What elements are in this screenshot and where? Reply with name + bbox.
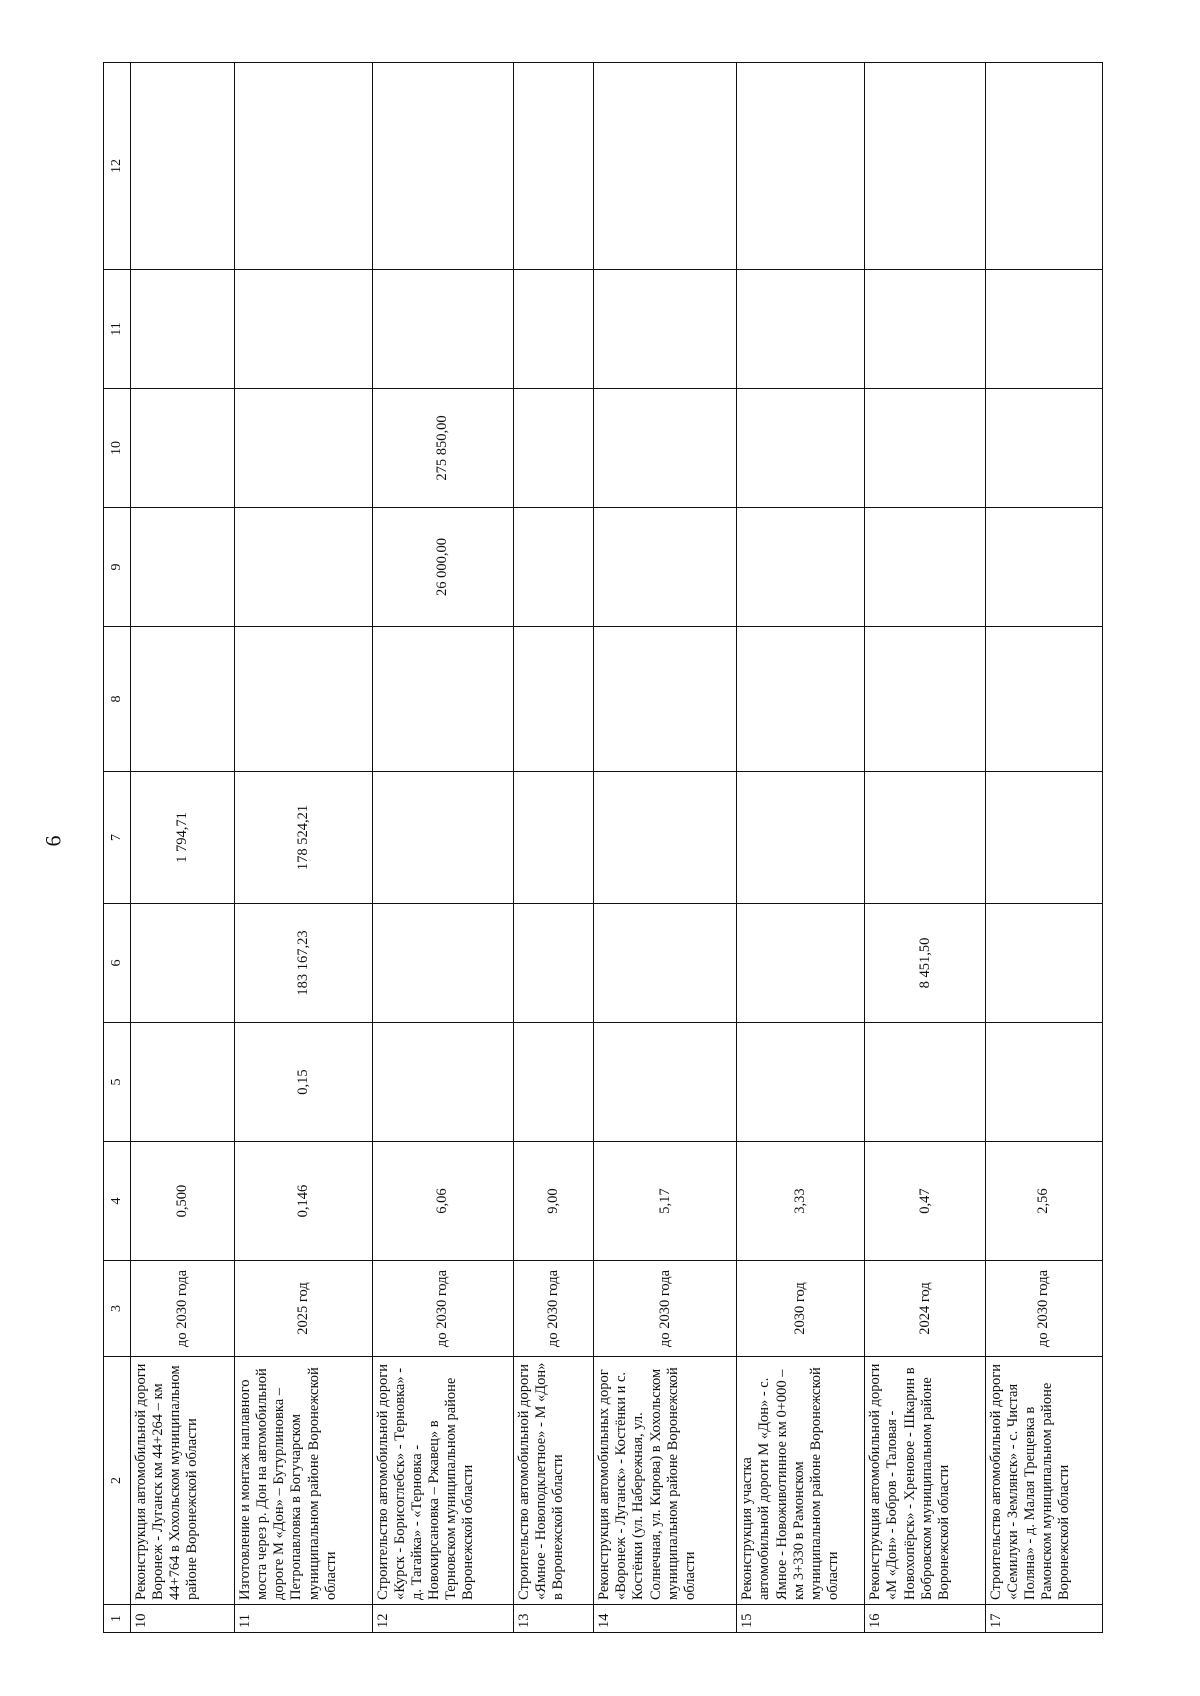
value-col-10 <box>865 389 985 508</box>
value-col-8 <box>594 627 737 772</box>
value-col-10 <box>513 389 593 508</box>
term: 2025 год <box>235 1261 373 1357</box>
value-col-8 <box>372 627 513 772</box>
value-col-6 <box>513 904 593 1023</box>
term: до 2030 года <box>985 1261 1102 1357</box>
object-name: Строительство автомобильной дороги «Курск - Борисоглебск» - Терновка» - д. Тагайка» - «Терновка - Новокирсановка – Ржавец» в Терновском муниципальном районе Воронежской области <box>372 1357 513 1605</box>
value-col-12 <box>865 63 985 270</box>
data-table <box>103 62 1103 1633</box>
value-col-6 <box>594 904 737 1023</box>
value-col-6: 8 451,50 <box>865 904 985 1023</box>
value-col-5 <box>131 1023 235 1142</box>
value-col-5 <box>594 1023 737 1142</box>
table-row <box>235 63 373 1633</box>
table-row <box>372 63 513 1633</box>
value-col-7: 1 794,71 <box>131 772 235 904</box>
value-col-12 <box>737 63 865 270</box>
value-col-5 <box>513 1023 593 1142</box>
row-number: 14 <box>594 1605 737 1633</box>
value-col-12 <box>513 63 593 270</box>
page-number: 6 <box>40 835 66 847</box>
value-col-6 <box>985 904 1102 1023</box>
value-col-4: 5,17 <box>594 1142 737 1261</box>
value-col-10: 275 850,00 <box>372 389 513 508</box>
value-col-12 <box>985 63 1102 270</box>
col-header: 10 <box>104 389 131 508</box>
table-rotated-container <box>103 63 1103 1633</box>
value-col-12 <box>372 63 513 270</box>
col-header: 1 <box>104 1605 131 1633</box>
value-col-4: 0,500 <box>131 1142 235 1261</box>
value-col-5 <box>985 1023 1102 1142</box>
term: 2030 год <box>737 1261 865 1357</box>
row-number: 12 <box>372 1605 513 1633</box>
col-header: 8 <box>104 627 131 772</box>
value-col-9 <box>235 508 373 627</box>
value-col-6 <box>131 904 235 1023</box>
row-number: 16 <box>865 1605 985 1633</box>
value-col-11 <box>737 270 865 389</box>
value-col-9 <box>513 508 593 627</box>
header-row <box>104 63 131 1633</box>
value-col-11 <box>594 270 737 389</box>
col-header: 5 <box>104 1023 131 1142</box>
value-col-7 <box>985 772 1102 904</box>
col-header: 11 <box>104 270 131 389</box>
value-col-6 <box>372 904 513 1023</box>
value-col-4: 3,33 <box>737 1142 865 1261</box>
value-col-8 <box>513 627 593 772</box>
object-name: Реконструкция участка автомобильной дороги М «Дон» - с. Ямное - Новоживотинное км 0+000 – км 3+330 в Рамонском муниципальном районе Воронежской области <box>737 1357 865 1605</box>
value-col-4: 6,06 <box>372 1142 513 1261</box>
value-col-7 <box>594 772 737 904</box>
value-col-7: 178 524,21 <box>235 772 373 904</box>
col-header: 2 <box>104 1357 131 1605</box>
col-header: 12 <box>104 63 131 270</box>
object-name: Изготовление и монтаж наплавного моста через р. Дон на автомобильной дороге М «Дон» – Бутурлиновка – Петропавловка в Богучарском муниципальном районе Воронежской области <box>235 1357 373 1605</box>
value-col-6: 183 167,23 <box>235 904 373 1023</box>
value-col-8 <box>737 627 865 772</box>
col-header: 6 <box>104 904 131 1023</box>
value-col-7 <box>513 772 593 904</box>
table-row <box>865 63 985 1633</box>
value-col-5 <box>737 1023 865 1142</box>
value-col-10 <box>131 389 235 508</box>
term: 2024 год <box>865 1261 985 1357</box>
col-header: 4 <box>104 1142 131 1261</box>
value-col-10 <box>737 389 865 508</box>
object-name: Реконструкция автомобильной дороги Воронеж - Луганск км 44+264 – км 44+764 в Хохольском муниципальном районе Воронежской области <box>131 1357 235 1605</box>
value-col-5 <box>372 1023 513 1142</box>
value-col-9: 26 000,00 <box>372 508 513 627</box>
value-col-11 <box>865 270 985 389</box>
value-col-11 <box>513 270 593 389</box>
col-header: 7 <box>104 772 131 904</box>
table-row <box>985 63 1102 1633</box>
value-col-12 <box>131 63 235 270</box>
value-col-7 <box>737 772 865 904</box>
value-col-4: 0,47 <box>865 1142 985 1261</box>
object-name: Реконструкция автомобильной дороги «М «Дон» - Бобров - Таловая - Новохопёрск» - Хреновое - Шкарин в Бобровском муниципальном районе Воронежской области <box>865 1357 985 1605</box>
row-number: 10 <box>131 1605 235 1633</box>
value-col-12 <box>235 63 373 270</box>
value-col-12 <box>594 63 737 270</box>
object-name: Реконструкция автомобильных дорог «Воронеж - Луганск» - Костёнки и с. Костёнки (ул. Набережная, ул. Солнечная, ул. Кирова) в Хохольском муниципальном районе Воронежской области <box>594 1357 737 1605</box>
value-col-11 <box>985 270 1102 389</box>
row-number: 15 <box>737 1605 865 1633</box>
value-col-4: 0,146 <box>235 1142 373 1261</box>
row-number: 13 <box>513 1605 593 1633</box>
value-col-4: 2,56 <box>985 1142 1102 1261</box>
value-col-8 <box>985 627 1102 772</box>
value-col-5: 0,15 <box>235 1023 373 1142</box>
row-number: 17 <box>985 1605 1102 1633</box>
table-row <box>737 63 865 1633</box>
table-row <box>513 63 593 1633</box>
value-col-9 <box>737 508 865 627</box>
table-row <box>131 63 235 1633</box>
value-col-9 <box>865 508 985 627</box>
value-col-7 <box>865 772 985 904</box>
value-col-11 <box>235 270 373 389</box>
value-col-10 <box>594 389 737 508</box>
value-col-4: 9,00 <box>513 1142 593 1261</box>
term: до 2030 года <box>131 1261 235 1357</box>
value-col-8 <box>131 627 235 772</box>
value-col-5 <box>865 1023 985 1142</box>
value-col-11 <box>131 270 235 389</box>
value-col-9 <box>985 508 1102 627</box>
value-col-10 <box>235 389 373 508</box>
value-col-8 <box>865 627 985 772</box>
value-col-11 <box>372 270 513 389</box>
value-col-10 <box>985 389 1102 508</box>
term: до 2030 года <box>372 1261 513 1357</box>
term: до 2030 года <box>513 1261 593 1357</box>
value-col-6 <box>737 904 865 1023</box>
col-header: 9 <box>104 508 131 627</box>
table-row <box>594 63 737 1633</box>
value-col-7 <box>372 772 513 904</box>
object-name: Строительство автомобильной дороги «Семилуки - Землянск» - с. Чистая Поляна» - д. Малая Трещевка в Рамонском муниципальном районе Воронежской области <box>985 1357 1102 1605</box>
object-name: Строительство автомобильной дороги «Ямное - Новоподклетное» - М «Дон» в Воронежской области <box>513 1357 593 1605</box>
row-number: 11 <box>235 1605 373 1633</box>
col-header: 3 <box>104 1261 131 1357</box>
value-col-9 <box>594 508 737 627</box>
term: до 2030 года <box>594 1261 737 1357</box>
value-col-9 <box>131 508 235 627</box>
value-col-8 <box>235 627 373 772</box>
